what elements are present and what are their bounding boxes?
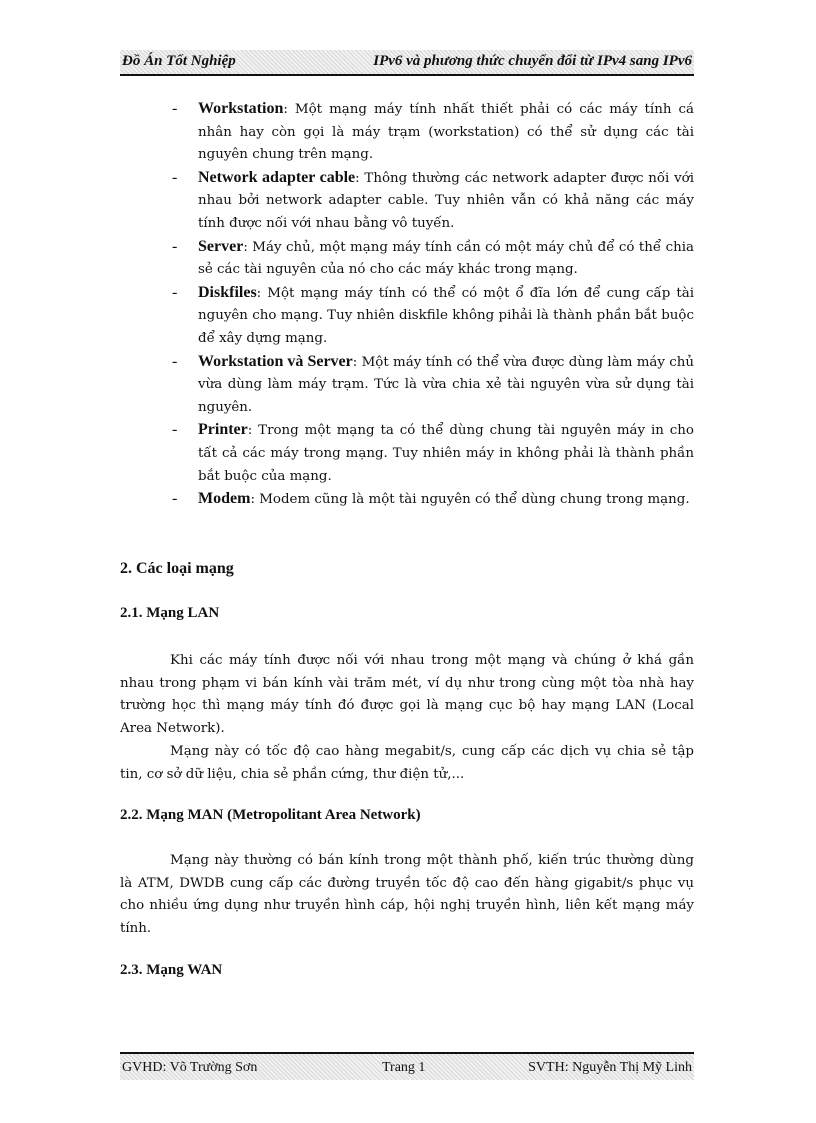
footer-supervisor: GVHD: Võ Trường Sơn (122, 1060, 258, 1075)
list-item-text: : Modem cũng là một tài nguyên có thể dùng chung trong mạng. (250, 492, 690, 508)
list-item (172, 488, 694, 512)
paragraph (120, 741, 694, 786)
page-number: Trang 1 (382, 1060, 426, 1075)
paragraph (120, 850, 694, 940)
page-footer (120, 1052, 694, 1080)
bullet-dash: - (172, 168, 178, 186)
list-item-term: Modem (198, 490, 251, 508)
subsection-heading-wan: 2.3. Mạng WAN (120, 962, 223, 978)
bullet-dash: - (172, 490, 178, 508)
paragraph (120, 650, 694, 740)
list-item-term: Network adapter cable (198, 168, 356, 186)
list-item (172, 167, 694, 236)
list-item-term: Diskfiles (198, 283, 257, 301)
header-topic-title: IPv6 và phương thức chuyển đổi từ IPv4 sang IPv6 (373, 53, 692, 69)
list-item-text: : Trong một mạng ta có thể dùng chung tài nguyên máy in cho tất cả các máy trong mạng. Tuy nhiên máy in không phải là thành phần bắt buộc của mạng. (198, 423, 694, 484)
bullet-dash: - (172, 421, 178, 439)
list-item (172, 419, 694, 488)
bullet-dash: - (172, 352, 178, 370)
list-item-term: Server (198, 237, 244, 255)
list-item-term: Workstation và Server (198, 352, 353, 370)
page-header (120, 50, 694, 76)
footer-student: SVTH: Nguyễn Thị Mỹ Linh (528, 1060, 692, 1075)
paragraph-text: Khi các máy tính được nối với nhau trong một mạng và chúng ở khá gần nhau trong phạm vi bán kính vài trăm mét, ví dụ như trong cùng một tòa nhà hay trường học thì mạng máy tính đó được gọi là mạng cục bộ hay mạng LAN (Local Area Network). (120, 653, 694, 736)
subsection-heading-man: 2.2. Mạng MAN (Metropolitant Area Network) (120, 807, 421, 823)
list-item-term: Workstation (198, 100, 284, 117)
network-components-list (172, 98, 694, 512)
paragraph-text: Mạng này thường có bán kính trong một thành phố, kiến trúc thường dùng là ATM, DWDB cung cấp các đường truyền tốc độ cao đến hàng gigabit/s phục vụ cho nhiều ứng dụng như truyền hình cáp, hội nghị truyền hình, liên kết mạng máy tính. (120, 853, 694, 936)
subsection-heading-lan: 2.1. Mạng LAN (120, 605, 220, 621)
paragraph-text: Mạng này có tốc độ cao hàng megabit/s, cung cấp các dịch vụ chia sẻ tập tin, cơ sở dữ liệu, chia sẻ phần cứng, thư điện tử,... (120, 744, 694, 782)
section-heading: 2. Các loại mạng (120, 560, 234, 577)
list-item-text: : Một máy tính có thể vừa được dùng làm máy chủ vừa dùng làm máy trạm. Tức là vừa chia xẻ tài nguyên vừa sử dụng tài nguyên. (198, 354, 694, 415)
list-item-text: : Thông thường các network adapter được nối với nhau bởi network adapter cable. Tuy nhiên vẫn có khả năng các máy tính được nối với nhau bằng vô tuyến. (198, 170, 694, 231)
list-item-term: Printer (198, 421, 248, 439)
list-item-text: : Một mạng máy tính nhất thiết phải có các máy tính cá nhân hay còn gọi là máy trạm (workstation) có thể sử dụng các tài nguyên chung trên mạng. (198, 102, 694, 163)
list-item (172, 236, 694, 282)
list-item-text: : Một mạng máy tính có thể có một ổ đĩa lớn để cung cấp tài nguyên cho mạng. Tuy nhiên diskfile không pihải là thành phần bắt buộc để xây dựng mạng. (198, 285, 694, 346)
list-item (172, 98, 694, 167)
list-item (172, 282, 694, 351)
bullet-dash: - (172, 283, 178, 301)
bullet-dash: - (172, 100, 178, 117)
bullet-dash: - (172, 237, 178, 255)
header-thesis-title: Đồ Án Tốt Nghiệp (122, 53, 236, 69)
list-item (172, 351, 694, 420)
list-item-text: : Máy chủ, một mạng máy tính cần có một máy chủ để có thể chia sẻ các tài nguyên của nó cho các máy khác trong mạng. (198, 239, 694, 278)
